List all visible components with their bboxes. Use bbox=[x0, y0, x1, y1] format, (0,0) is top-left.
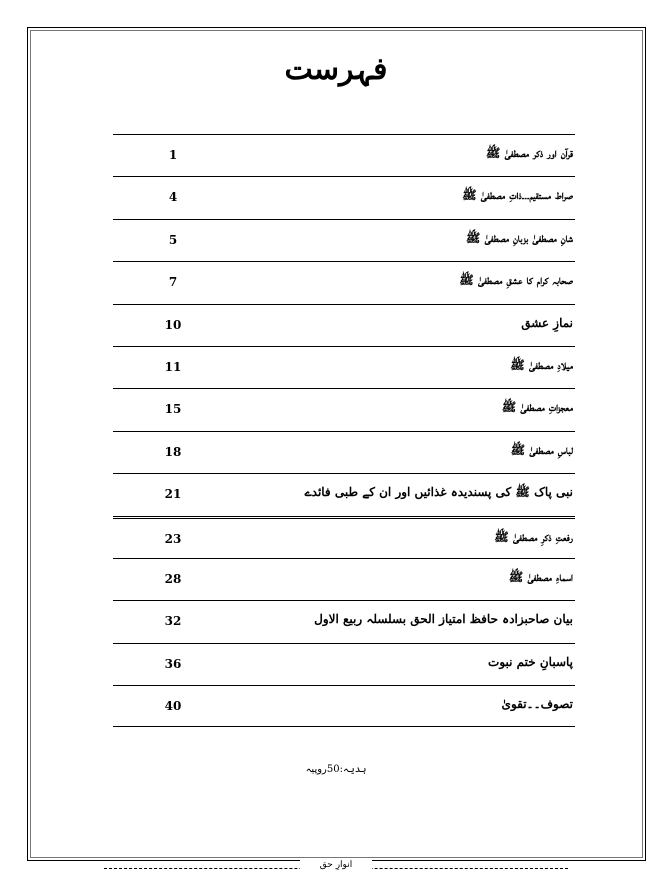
toc-topic: نبی پاک ﷺ کی پسندیدہ غذائیں اور ان کے طبی فائدے bbox=[304, 485, 573, 500]
toc-row[interactable] bbox=[113, 261, 575, 303]
toc-page-number: 32 bbox=[164, 614, 182, 629]
toc-row[interactable] bbox=[113, 134, 575, 176]
toc-page-number: 40 bbox=[164, 699, 182, 714]
toc-page-number: 36 bbox=[164, 656, 182, 671]
toc-page-number: 7 bbox=[168, 275, 178, 290]
toc-row[interactable] bbox=[113, 388, 575, 430]
page-title: فہرست bbox=[284, 52, 388, 87]
toc-page-number: 11 bbox=[164, 359, 182, 374]
toc-row[interactable] bbox=[113, 600, 575, 642]
toc-topic: تصوف۔۔تقویٰ bbox=[501, 697, 573, 712]
toc-row[interactable] bbox=[113, 685, 575, 727]
toc-topic: معجزاتِ مصطفیٰ ﷺ bbox=[501, 400, 573, 415]
toc-topic: رفعتِ ذکرِ مصطفیٰ ﷺ bbox=[494, 529, 573, 544]
toc-topic: اسماءِ مصطفیٰ ﷺ bbox=[508, 569, 573, 584]
toc-row[interactable] bbox=[113, 516, 575, 558]
toc-page-number: 4 bbox=[168, 190, 178, 205]
toc-row[interactable] bbox=[113, 643, 575, 685]
toc-page-number: 23 bbox=[164, 531, 182, 546]
toc-topic: بیان صاحبزادہ حافظ امتیاز الحق بسلسلہ ربیع الاول bbox=[314, 612, 573, 627]
toc-row[interactable] bbox=[113, 219, 575, 261]
toc-page-number: 21 bbox=[164, 487, 182, 502]
toc-page-number: 10 bbox=[164, 317, 182, 332]
toc-topic: میلادِ مصطفیٰ ﷺ bbox=[510, 357, 573, 372]
toc-topic: شانِ مصطفیٰ بزبانِ مصطفیٰ ﷺ bbox=[465, 230, 573, 245]
toc-row[interactable] bbox=[113, 304, 575, 346]
toc-topic: صحابہ کرام کا عشقِ مصطفیٰ ﷺ bbox=[459, 273, 573, 288]
toc-page-number: 1 bbox=[168, 148, 178, 162]
table-of-contents bbox=[113, 134, 575, 727]
toc-topic: پاسبانِ ختم نبوت bbox=[488, 654, 573, 669]
toc-row[interactable] bbox=[113, 431, 575, 473]
toc-topic: قرآن اور ذکر مصطفیٰ ﷺ bbox=[485, 146, 573, 160]
price-label: ہدیہ:50روپیہ bbox=[305, 764, 367, 775]
toc-topic: لباسِ مصطفیٰ ﷺ bbox=[510, 442, 573, 457]
footer-label: انوارِ حق bbox=[300, 860, 372, 870]
toc-page-number: 28 bbox=[164, 571, 182, 586]
toc-topic: نمازِ عشق bbox=[521, 315, 573, 330]
toc-row[interactable] bbox=[113, 176, 575, 218]
toc-row[interactable] bbox=[113, 558, 575, 600]
toc-row[interactable] bbox=[113, 473, 575, 515]
toc-page-number: 18 bbox=[164, 444, 182, 459]
toc-page-number: 15 bbox=[164, 402, 182, 417]
toc-row[interactable] bbox=[113, 346, 575, 388]
toc-page-number: 5 bbox=[168, 232, 178, 247]
toc-topic: صراط مستقیم۔۔۔ذاتِ مصطفیٰ ﷺ bbox=[462, 188, 573, 203]
